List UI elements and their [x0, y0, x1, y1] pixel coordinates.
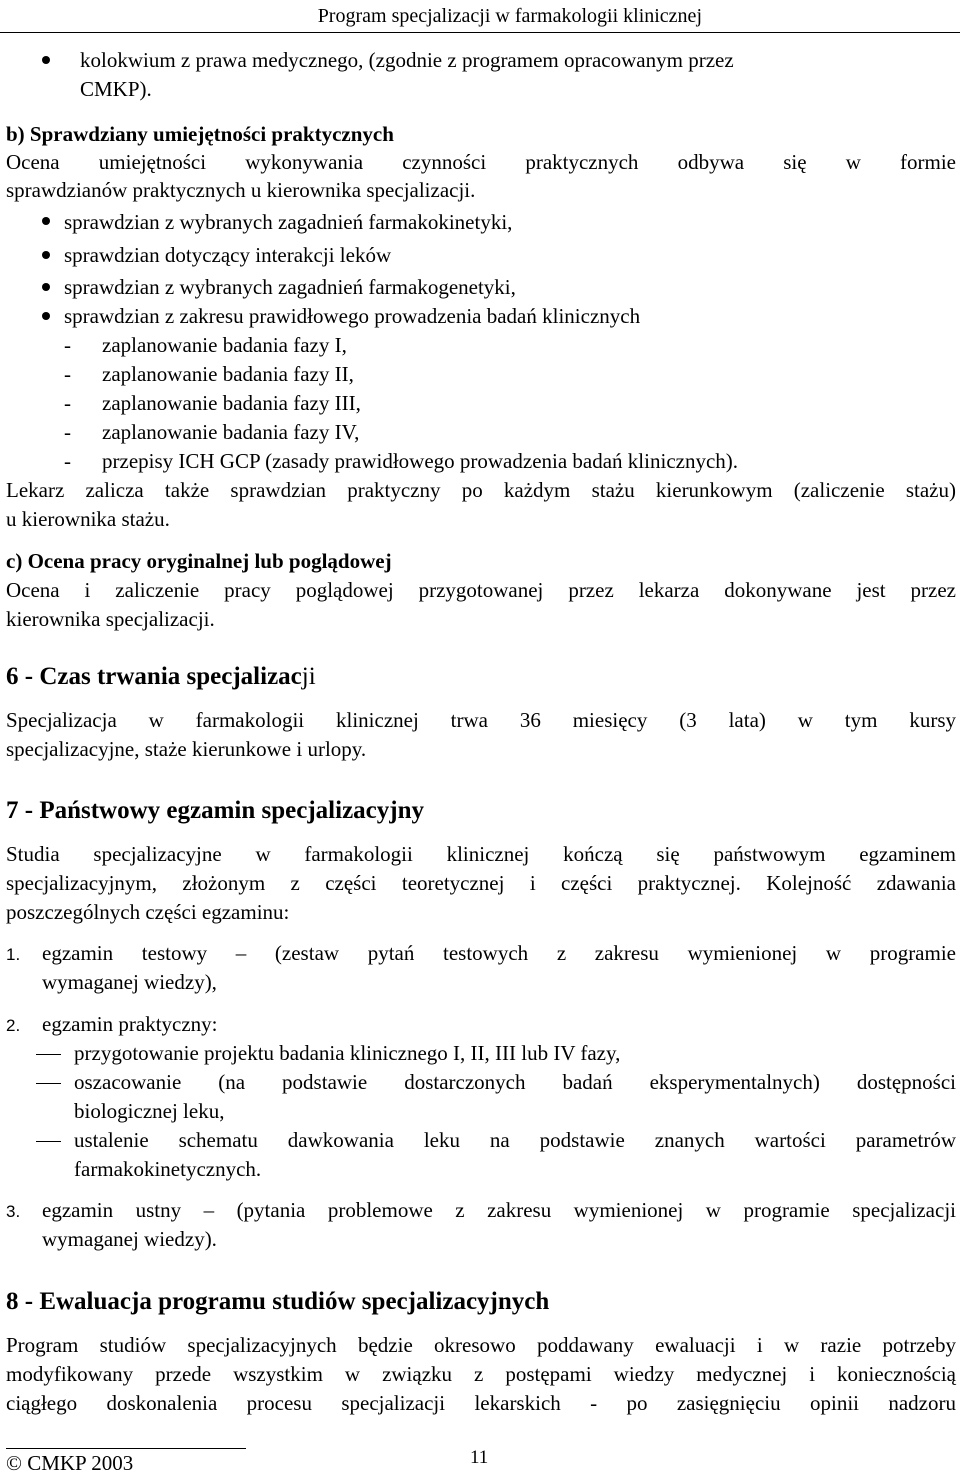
- section-b-bullet-2: sprawdzian dotyczący interakcji leków: [64, 243, 392, 267]
- bullet-icon: [42, 251, 50, 259]
- section-8-para-line1: Program studiów specjalizacyjnych będzie okresowo poddawany ewaluacji i w razie potrzeby: [6, 1333, 956, 1357]
- dash-marker: -: [64, 420, 71, 444]
- exam-item-3-line1: egzamin ustny – (pytania problemowe z zakresu wymienionej w programie specjalizacji: [42, 1198, 956, 1222]
- bullet-icon: [42, 56, 50, 64]
- section-6-para-line2: specjalizacyjne, staże kierunkowe i urlopy.: [6, 737, 367, 761]
- section-6-heading: [6, 664, 316, 689]
- exam-sub-2-line2: biologicznej leku,: [74, 1099, 225, 1123]
- section-b-title: b) Sprawdziany umiejętności praktycznych: [6, 122, 394, 146]
- section-b-closing-line1: Lekarz zalicza także sprawdzian praktyczny po każdym stażu kierunkowym (zaliczenie stażu): [6, 478, 956, 502]
- exam-sub-3-line1: ustalenie schematu dawkowania leku na podstawie znanych wartości parametrów: [74, 1128, 956, 1152]
- exam-item-1-line2: wymaganej wiedzy),: [42, 970, 217, 994]
- section-b-para-line2: sprawdzianów praktycznych u kierownika specjalizacji.: [6, 178, 476, 202]
- section-c-para-line1: Ocena i zaliczenie pracy poglądowej przygotowanej przez lekarza dokonywane jest przez: [6, 578, 956, 602]
- section-b-closing-line2: u kierownika stażu.: [6, 507, 170, 531]
- section-8-para-line3: ciągłego doskonalenia procesu specjalizacji lekarskich - po zasięgnięciu opinii nadzoru: [6, 1391, 956, 1415]
- exam-sub-3-line2: farmakokinetycznych.: [74, 1157, 262, 1181]
- dash-item-5: przepisy ICH GCP (zasady prawidłowego prowadzenia badań klinicznych).: [102, 449, 739, 473]
- intro-bullet-line1: kolokwium z prawa medycznego, (zgodnie z programem opracowanym przez: [80, 48, 734, 72]
- exam-sub-2-line1: oszacowanie (na podstawie dostarczonych badań eksperymentalnych) dostępności: [74, 1070, 956, 1094]
- exam-item-2-line1: egzamin praktyczny:: [42, 1012, 218, 1036]
- dash-icon: [36, 1054, 61, 1055]
- exam-item-1-line1: egzamin testowy – (zestaw pytań testowych z zakresu wymienionej w programie: [42, 941, 956, 965]
- bullet-icon: [42, 312, 50, 320]
- bullet-icon: [42, 283, 50, 291]
- section-6-heading-main: 6 - Czas trwania specjalizac: [6, 663, 302, 690]
- section-b-bullet-4: sprawdzian z zakresu prawidłowego prowadzenia badań klinicznych: [64, 304, 641, 328]
- dash-marker: -: [64, 362, 71, 386]
- section-b-para-line1: Ocena umiejętności wykonywania czynności praktycznych odbywa się w formie: [6, 150, 956, 174]
- section-c-para-line2: kierownika specjalizacji.: [6, 607, 215, 631]
- dash-icon: [36, 1141, 61, 1142]
- dash-icon: [36, 1083, 61, 1084]
- exam-item-1-number: 1.: [6, 945, 21, 964]
- intro-bullet-line2: CMKP).: [80, 77, 152, 101]
- dash-item-2: zaplanowanie badania fazy II,: [102, 362, 354, 386]
- section-b-bullet-1: sprawdzian z wybranych zagadnień farmakokinetyki,: [64, 210, 513, 234]
- page-number: 11: [470, 1447, 489, 1468]
- section-7-para-line2: specjalizacyjnym, złożonym z części teoretycznej i części praktycznej. Kolejność zdawania: [6, 871, 956, 895]
- exam-sub-1-line1: przygotowanie projektu badania klinicznego I, II, III lub IV fazy,: [74, 1041, 621, 1065]
- dash-item-4: zaplanowanie badania fazy IV,: [102, 420, 360, 444]
- bullet-icon: [42, 217, 50, 225]
- footer-rule: [6, 1448, 246, 1449]
- section-8-heading: 8 - Ewaluacja programu studiów specjalizacyjnych: [6, 1288, 550, 1315]
- exam-item-3-line2: wymaganej wiedzy).: [42, 1227, 217, 1251]
- dash-marker: -: [64, 333, 71, 357]
- header-rule: [0, 32, 960, 33]
- section-7-heading: 7 - Państwowy egzamin specjalizacyjny: [6, 797, 424, 824]
- dash-marker: -: [64, 391, 71, 415]
- exam-item-3-number: 3.: [6, 1202, 21, 1221]
- section-c-title: c) Ocena pracy oryginalnej lub poglądowej: [6, 549, 392, 573]
- footer-copyright: © CMKP 2003: [6, 1451, 134, 1475]
- dash-item-3: zaplanowanie badania fazy III,: [102, 391, 361, 415]
- section-7-para-line1: Studia specjalizacyjne w farmakologii klinicznej kończą się państwowym egzaminem: [6, 842, 956, 866]
- section-b-bullet-3: sprawdzian z wybranych zagadnień farmakogenetyki,: [64, 275, 516, 299]
- exam-item-2-number: 2.: [6, 1016, 21, 1035]
- section-6-heading-tail: ji: [301, 663, 316, 690]
- section-6-para-line1: Specjalizacja w farmakologii klinicznej trwa 36 miesięcy (3 lata) w tym kursy: [6, 708, 956, 732]
- section-7-para-line3: poszczególnych części egzaminu:: [6, 900, 290, 924]
- section-8-para-line2: modyfikowany przede wszystkim w związku z postępami wiedzy medycznej i koniecznością: [6, 1362, 956, 1386]
- dash-item-1: zaplanowanie badania fazy I,: [102, 333, 347, 357]
- dash-marker: -: [64, 449, 71, 473]
- running-header: Program specjalizacji w farmakologii klinicznej: [317, 5, 702, 27]
